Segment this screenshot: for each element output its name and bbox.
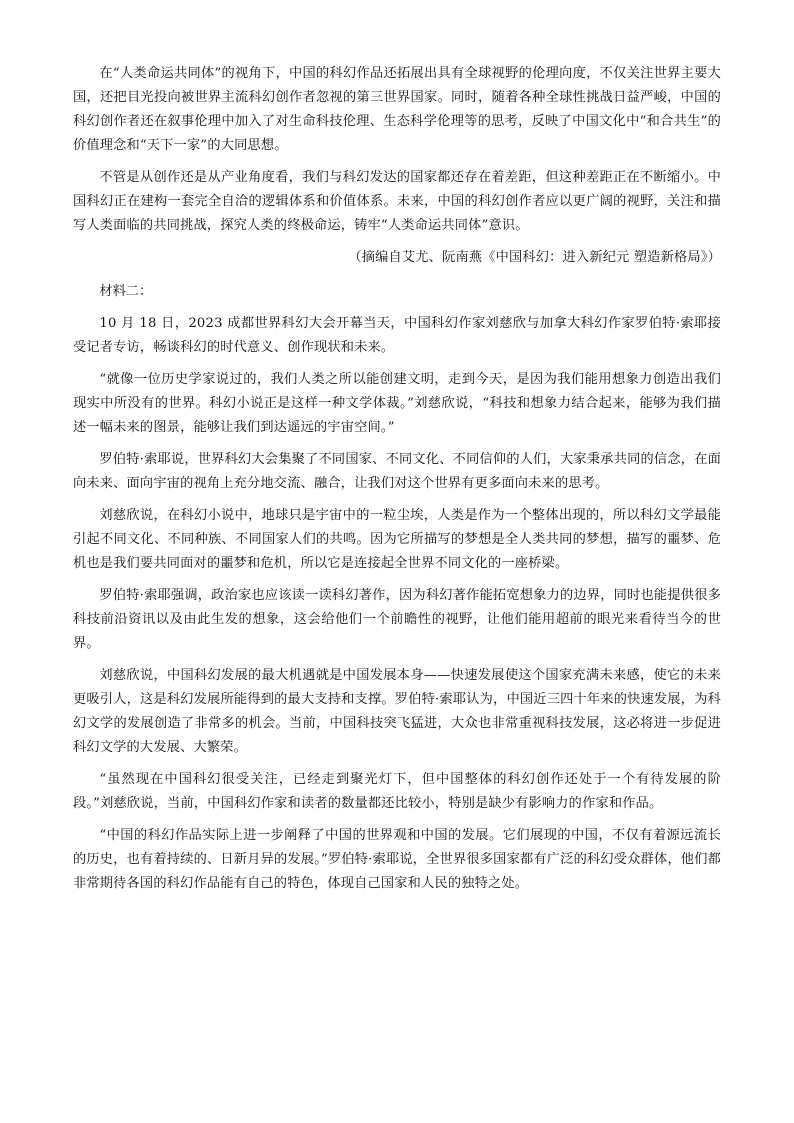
body-paragraph: 在“人类命运共同体”的视角下，中国的科幻作品还拓展出具有全球视野的伦理向度，不仅关注世界主要大国，还把目光投向被世界主流科幻创作者忽视的第三世界国家。同时，随着各种全球性挑战日益严峻，中国的科幻创作者还在叙事伦理中加入了对生命科技伦理、生态科学伦理等的思考，反映了中国文化中“和合共生”的价值理念和“天下一家”的大同思想。 [73,66,721,153]
body-paragraph: “中国的科幻作品实际上进一步阐释了中国的世界观和中国的发展。它们展现的中国，不仅有着源远流长的历史，也有着持续的、日新月异的发展。”罗伯特·索耶说，全世界很多国家都有广泛的科幻受众群体，他们都非常期待各国的科幻作品能有自己的特色，体现自己国家和人民的独特之处。 [73,828,721,891]
document-page [73,62,721,904]
body-paragraph: 刘慈欣说，在科幻小说中，地球只是宇宙中的一粒尘埃，人类是作为一个整体出现的，所以科幻文学最能引起不同文化、不同种族、不同国家人们的共鸣。因为它所描写的梦想是全人类共同的梦想，描写的噩梦、危机也是我们要共同面对的噩梦和危机，所以它是连接起全世界不同文化的一座桥梁。 [73,508,721,571]
material-label: 材料二： [99,284,153,299]
source-citation: （摘编自艾尤、阮南燕《中国科幻：进入新纪元 塑造新格局》） [348,250,721,265]
body-paragraph: 不管是从创作还是从产业角度看，我们与科幻发达的国家都还存在着差距，但这种差距正在不断缩小。中国科幻正在建构一套完全自洽的逻辑体系和价值体系。未来，中国的科幻创作者应以更广阔的视野，关注和描写人类面临的共同挑战，探究人类的终极命运，铸牢“人类命运共同体”意识。 [73,170,721,233]
body-paragraph: 刘慈欣说，中国科幻发展的最大机遇就是中国发展本身——快速发展使这个国家充满未来感，使它的未来更吸引人，这是科幻发展所能得到的最大支持和支撑。罗伯特·索耶认为，中国近三四十年来的快速发展，为科幻文学的发展创造了非常多的机会。当前，中国科技突飞猛进，大众也非常重视科技发展，这必将进一步促进科幻文学的大发展、大繁荣。 [73,668,721,755]
body-paragraph: 罗伯特·索耶强调，政治家也应该读一读科幻著作，因为科幻著作能拓宽想象力的边界，同时也能提供很多科技前沿资讯以及由此生发的想象，这会给他们一个前瞻性的视野，让他们能用超前的眼光来看待当今的世界。 [73,588,721,651]
body-paragraph: “虽然现在中国科幻很受关注，已经走到聚光灯下，但中国整体的科幻创作还处于一个有待发展的阶段。”刘慈欣说，当前，中国科幻作家和读者的数量都还比较小，特别是缺少有影响力的作家和作品。 [73,772,721,811]
body-paragraph: 10 月 18 日，2023 成都世界科幻大会开幕当天，中国科幻作家刘慈欣与加拿大科幻作家罗伯特·索耶接受记者专访，畅谈科幻的时代意义、创作现状和未来。 [73,316,721,355]
body-paragraph: “就像一位历史学家说过的，我们人类之所以能创建文明，走到今天，是因为我们能用想象力创造出我们现实中所没有的世界。科幻小说正是这样一种文学体裁。”刘慈欣说，“科技和想象力结合起来，能够为我们描述一幅未来的图景，能够让我们到达遥远的宇宙空间。” [73,372,721,435]
body-paragraph: 罗伯特·索耶说，世界科幻大会集聚了不同国家、不同文化、不同信仰的人们，大家秉承共同的信念，在面向未来、面向宇宙的视角上充分地交流、融合，让我们对这个世界有更多面向未来的思考。 [73,452,721,491]
